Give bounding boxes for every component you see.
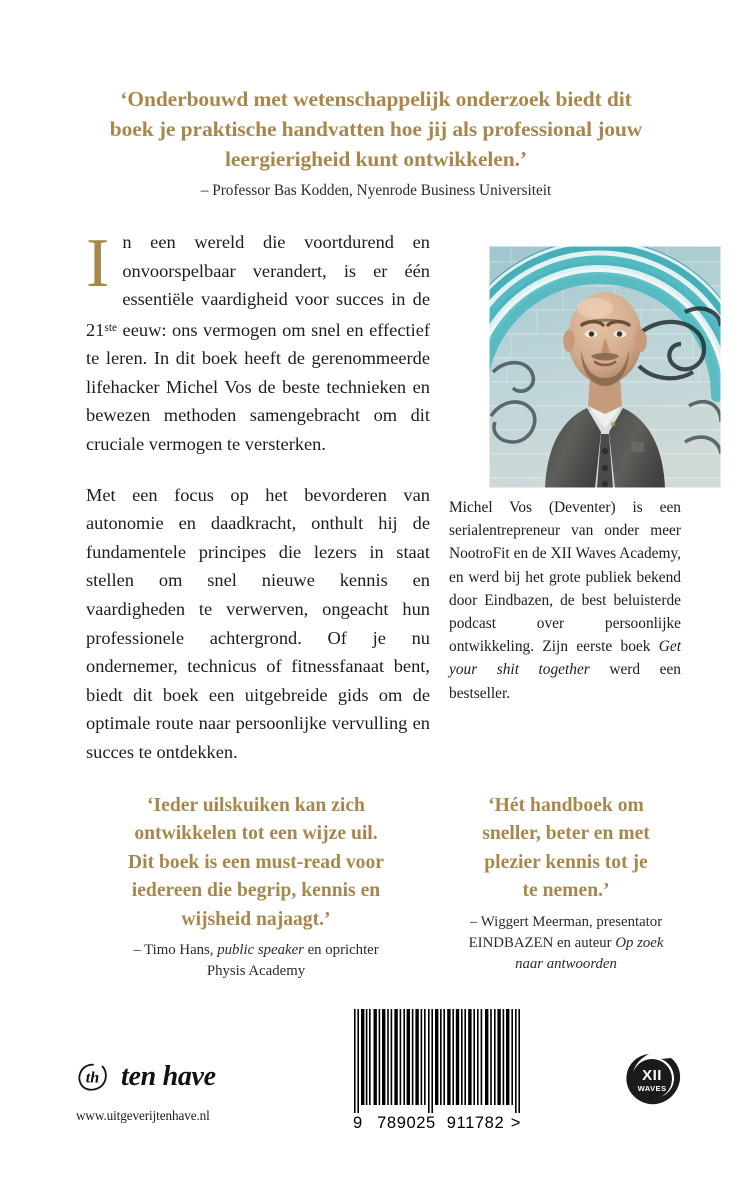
- testimonial-left-attrib-post: en oprichter: [303, 942, 379, 959]
- testimonial-right-attrib-title-a: Op zoek: [615, 934, 664, 951]
- author-portrait-image: [489, 246, 721, 488]
- top-endorsement-quote-line-2: boek je praktische handvatten hoe jij als professional jouw: [109, 117, 643, 141]
- author-bio-part-2: werd een bestseller.: [449, 661, 681, 702]
- top-endorsement-quote: [72, 84, 680, 174]
- ten-have-monogram-icon: [74, 1058, 112, 1096]
- testimonial-right-attrib-line-3: [446, 954, 686, 975]
- publisher-block: [74, 1058, 314, 1124]
- testimonial-left-quote: [82, 792, 430, 934]
- testimonial-right-attrib-line-2: [446, 933, 686, 954]
- testimonial-left-quote-line-4: iedereen die begrip, kennis en: [131, 880, 381, 902]
- testimonial-right-block: [446, 792, 686, 975]
- top-endorsement-quote-line-3: leergierigheid kunt ontwikkelen.’: [225, 147, 527, 171]
- testimonial-right-quote-line-2: sneller, beter en met: [482, 823, 650, 845]
- barcode-digit-group-4: >: [510, 1114, 521, 1132]
- testimonial-left-quote-line-2: ontwikkelen tot een wijze uil.: [134, 823, 378, 845]
- blurb-paragraph-1: [86, 225, 430, 459]
- testimonial-right-attrib-line-1: – Wiggert Meerman, presentator: [469, 913, 663, 930]
- publisher-website[interactable]: www.uitgeverijtenhave.nl: [76, 1108, 210, 1123]
- testimonial-left-quote-line-3: Dit boek is een must-read voor: [128, 851, 384, 873]
- testimonial-left-attrib-role: public speaker: [217, 942, 304, 959]
- blurb-paragraph-1-post: eeuw: ons vermogen om snel en effectief te leren. In dit boek heeft de gerenommeerde lifehacker Michel Vos de beste technieken en bewezen methoden samengebracht om dit cruciale vermogen te versterken.: [86, 319, 430, 454]
- testimonial-left-attrib-pre: – Timo Hans,: [133, 942, 218, 959]
- top-endorsement-attribution: – Professor Bas Kodden, Nyenrode Business Universiteit: [200, 182, 552, 199]
- isbn-barcode: [352, 1009, 522, 1133]
- barcode-digit-group-3: 911782: [446, 1114, 505, 1132]
- testimonial-left-attribution: [82, 940, 430, 982]
- xii-waves-logo-icon: [621, 1049, 683, 1111]
- testimonial-left-quote-line-1: ‘Ieder uilskuiken kan zich: [147, 795, 365, 816]
- ordinal-suffix: ste: [104, 321, 118, 334]
- testimonial-left-quote-line-5: wijsheid najaagt.’: [181, 908, 331, 930]
- author-bio-book-title: Get your shit together: [449, 638, 681, 679]
- barcode-digit-group-1: 9: [353, 1114, 363, 1132]
- testimonial-right-attrib-title-b: naar antwoorden: [515, 955, 617, 972]
- testimonial-left-attrib-line-1: [82, 940, 430, 961]
- testimonial-right-quote-line-4: te nemen.’: [522, 880, 610, 902]
- testimonial-right-attrib-pre: EINDBAZEN en auteur: [468, 934, 616, 951]
- drop-cap-letter: I: [86, 225, 110, 302]
- blurb-paragraph-2: Met een focus op het bevorderen van autonomie en daadkracht, onthult hij de fundamentele principes die lezers in staat stellen om snel nieuwe kennis en vaardigheden te verwerven, ongeacht hun professionele achtergrond. Of je nu ondernemer, technicus of fitnessfanaat bent, biedt dit boek een uitgebreide gids om de optimale route naar persoonlijke vervulling en succes te ontdekken.: [86, 484, 430, 762]
- barcode-digit-group-2: 789025: [377, 1114, 436, 1132]
- blurb-column: [86, 225, 430, 766]
- testimonial-left-attrib-line-2: Physis Academy: [206, 963, 306, 980]
- ean13-barcode: [352, 1009, 522, 1113]
- author-bio-part-1: Michel Vos (Deventer) is een serialentrepreneur van onder meer NootroFit en de XII Waves Academy, en werd bij het grote publiek bekend door Eindbazen, de best beluisterde podcast over persoonlijke ontwikkeling. Zijn eerste boek: [449, 499, 681, 656]
- barcode-digits: [352, 1114, 522, 1133]
- waves-logo-line-2: WAVES: [637, 1084, 667, 1093]
- waves-logo-line-1: XII: [642, 1067, 662, 1084]
- testimonial-left-block: [82, 792, 430, 982]
- testimonial-right-attribution: [446, 912, 686, 975]
- author-portrait-photo: [489, 246, 721, 488]
- svg-text:th: th: [85, 1069, 100, 1087]
- top-endorsement-quote-line-1: ‘Onderbouwd met wetenschappelijk onderzoek biedt dit: [120, 87, 632, 111]
- publisher-name: ten have: [121, 1061, 216, 1092]
- author-bio: [449, 496, 681, 705]
- xii-waves-logo: [621, 1049, 683, 1111]
- top-endorsement-block: [72, 84, 680, 200]
- publisher-logo: [74, 1058, 314, 1096]
- testimonial-right-quote-line-1: ‘Hét handboek om: [488, 795, 644, 816]
- testimonial-right-quote-line-3: plezier kennis tot je: [484, 851, 648, 873]
- blurb-paragraph-1-pre: n een wereld die voortdurend en onvoorspelbaar verandert, is er één essentiële vaardigheid voor succes in de 21: [86, 232, 430, 340]
- testimonial-right-quote: [446, 792, 686, 906]
